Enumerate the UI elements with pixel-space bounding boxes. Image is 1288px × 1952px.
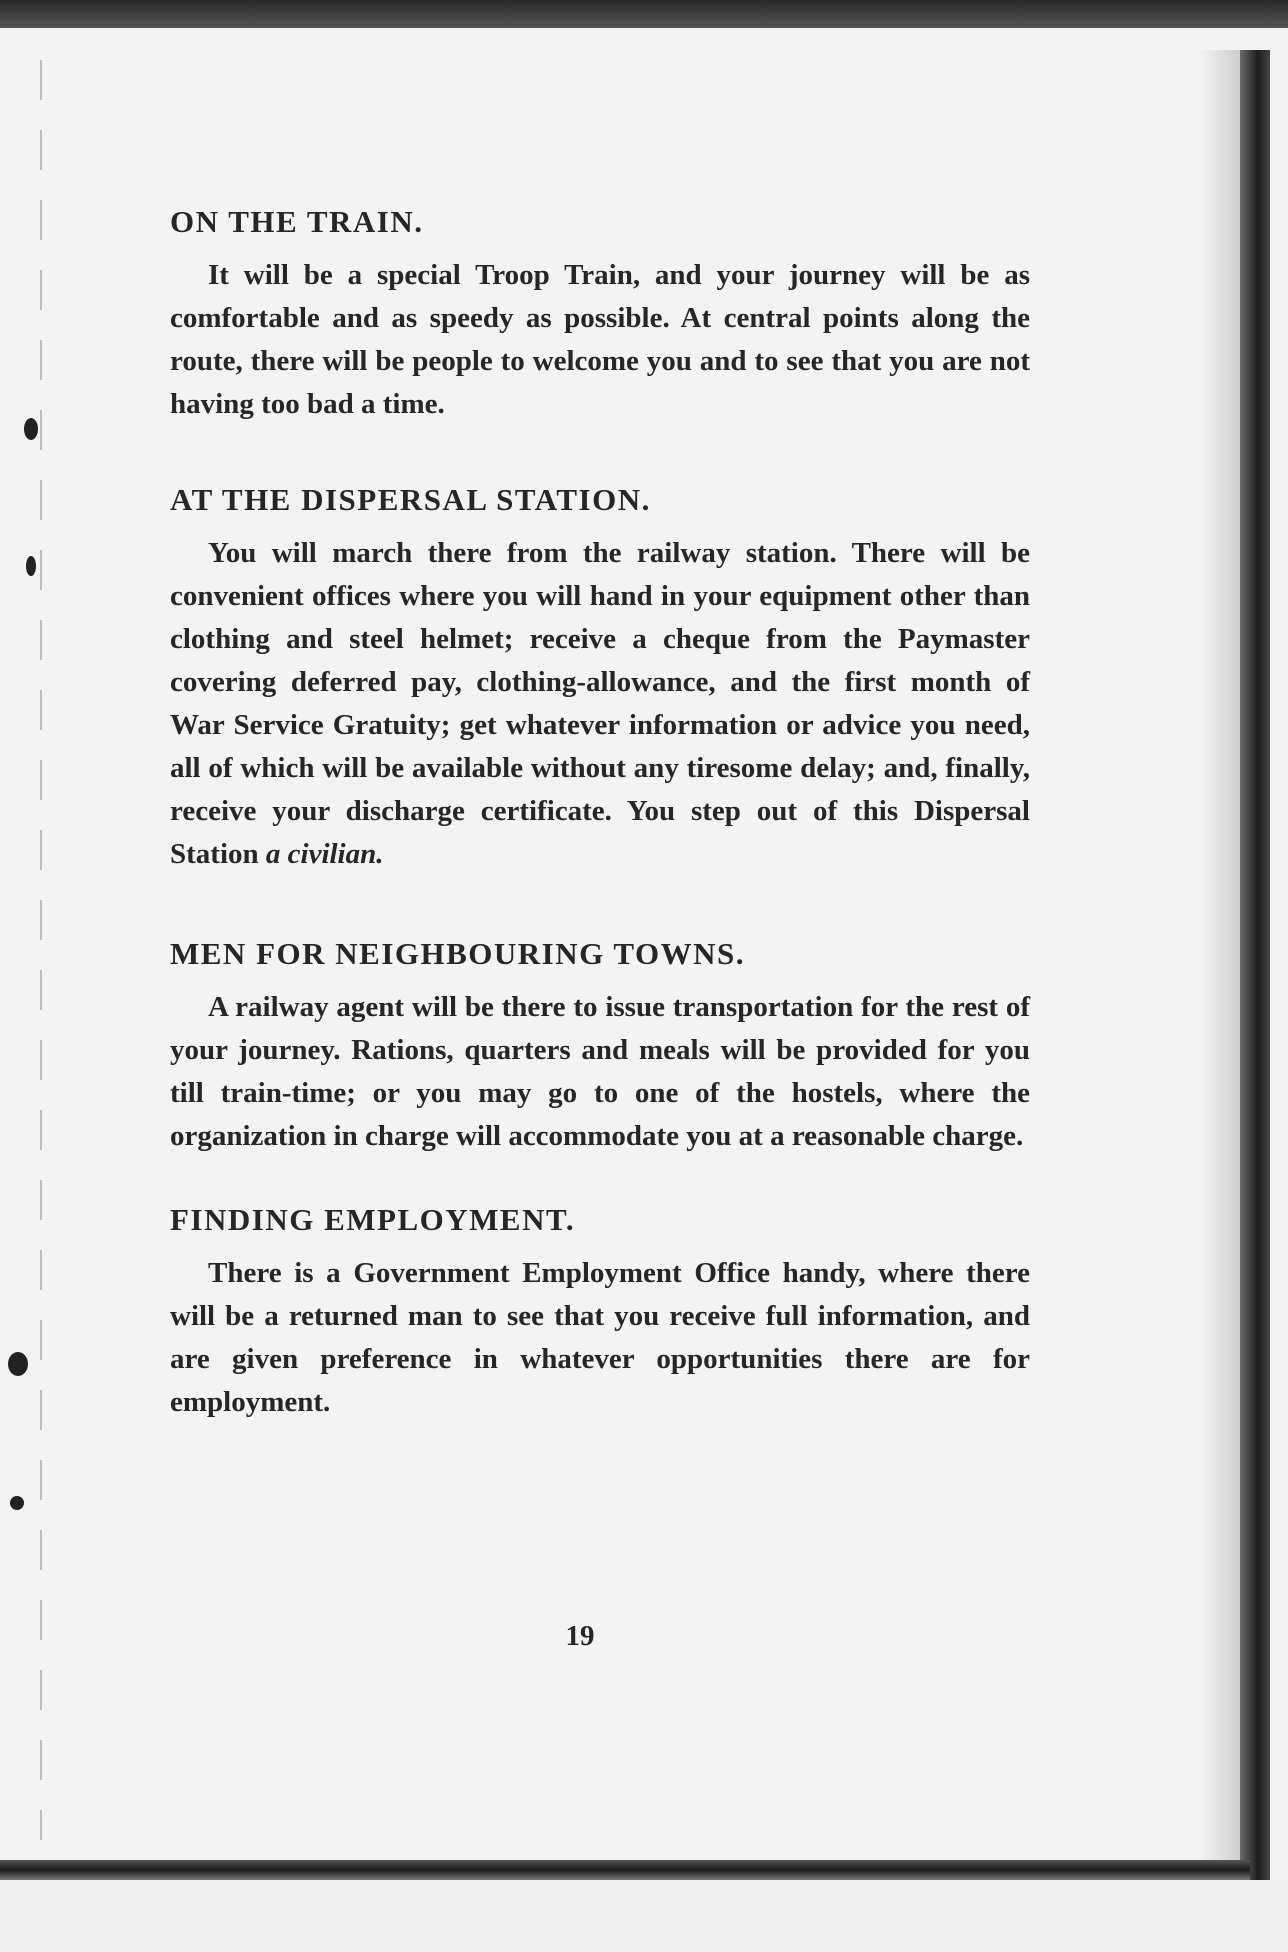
document-page bbox=[150, 200, 1032, 1424]
section-finding-employment bbox=[150, 1198, 1032, 1424]
section-body: It will be a special Troop Train, and your journey will be as comfortable and as speedy as possible. At central points along the route, there will be people to welcome you and to see that you are not having too bad a time. bbox=[170, 259, 1030, 420]
right-page-edge bbox=[1240, 50, 1270, 1920]
left-binding-fold bbox=[40, 60, 42, 1840]
section-body bbox=[170, 532, 1030, 876]
section-body-text: You will march there from the railway station. There will be convenient offices where you will hand in your equipment other than clothing and steel helmet; receive a cheque from the Paymaster covering deferred pay, clothing-allowance, and the first month of War Service Gratuity; get whatever information or advice you need, all of which will be available without any tiresome delay; and, finally, receive your discharge certificate. You step out of this Dispersal Station bbox=[170, 537, 1030, 870]
scan-bottom-margin bbox=[0, 1880, 1288, 1952]
binding-hole-mark bbox=[26, 556, 36, 576]
binding-hole-mark bbox=[24, 418, 38, 440]
section-dispersal-station bbox=[150, 478, 1032, 876]
section-body: A railway agent will be there to issue transportation for the rest of your journey. Rations, quarters and meals will be provided for you till train-time; or you may go to one of the hostels, where the organization in charge will accommodate you at a reasonable charge. bbox=[170, 991, 1030, 1152]
bottom-page-edge bbox=[0, 1860, 1250, 1880]
right-page-shadow bbox=[1200, 50, 1240, 1920]
section-body: There is a Government Employment Office handy, where there will be a returned man to see that you receive full information, and are given preference in whatever opportunities there are for employment. bbox=[170, 1257, 1030, 1418]
binding-hole-mark bbox=[8, 1352, 28, 1376]
section-heading: MEN FOR NEIGHBOURING TOWNS. bbox=[170, 936, 746, 971]
section-heading: FINDING EMPLOYMENT. bbox=[170, 1202, 576, 1237]
section-body-emphasis: a civilian. bbox=[265, 838, 384, 870]
section-on-the-train bbox=[150, 200, 1032, 426]
section-heading: ON THE TRAIN. bbox=[170, 204, 424, 239]
binding-hole-mark bbox=[10, 1496, 24, 1510]
section-neighbouring-towns bbox=[150, 932, 1032, 1158]
section-heading: AT THE DISPERSAL STATION. bbox=[170, 482, 651, 517]
page-number: 19 bbox=[565, 1620, 595, 1652]
